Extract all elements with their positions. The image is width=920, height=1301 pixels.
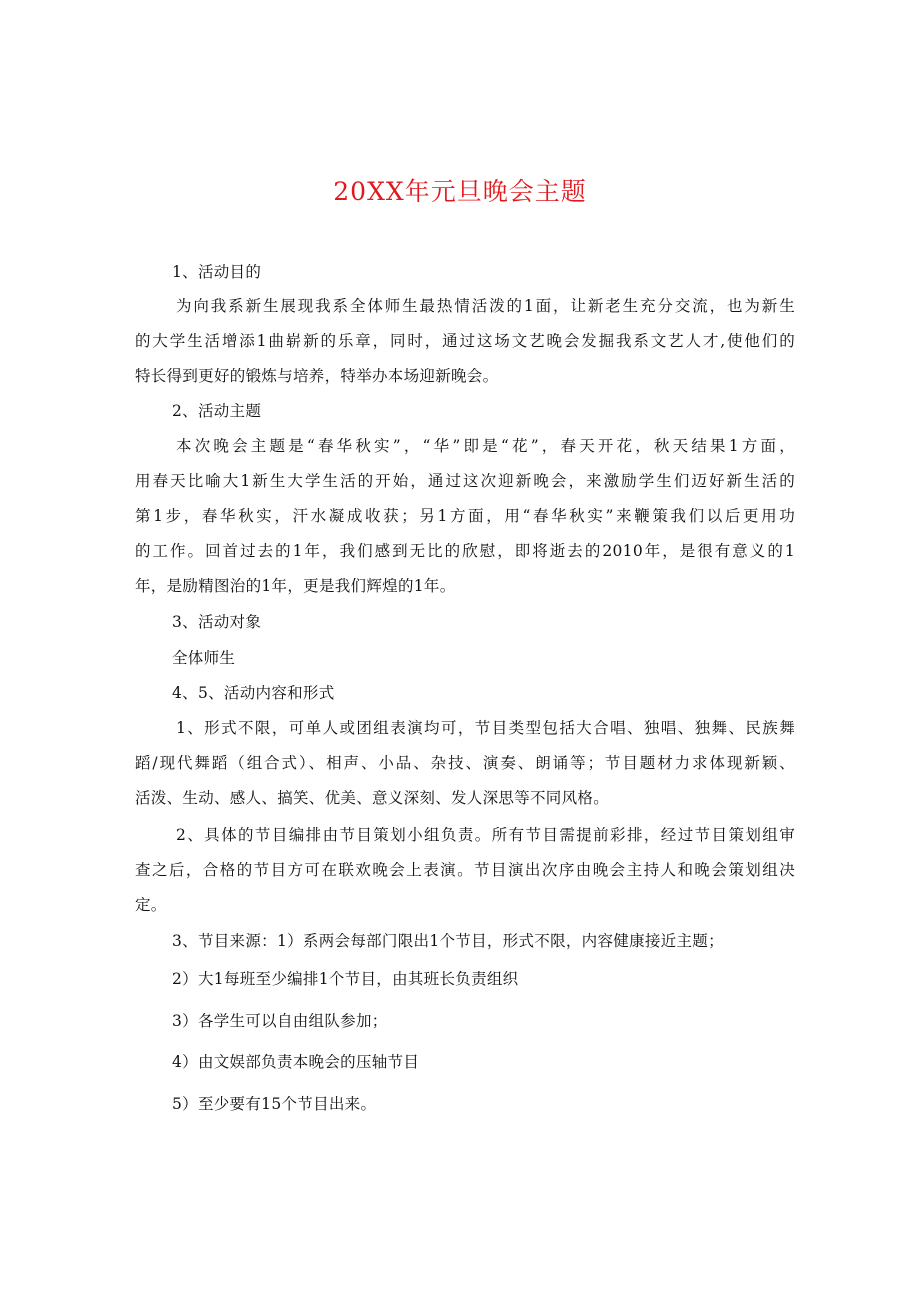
paragraph-line: 活泼、生动、感人、搞笑、优美、意义深刻、发人深思等不同风格。	[135, 789, 610, 807]
list-item: 3、节目来源：1）系两会每部门限出1个节目，形式不限，内容健康接近主题；	[172, 932, 724, 950]
section-heading: 1、活动目的	[172, 263, 262, 281]
paragraph-line: 的工作。回首过去的1年，我们感到无比的欣慰，即将逝去的2010年，是很有意义的1	[135, 542, 795, 560]
list-item: 5）至少要有15个节目出来。	[172, 1095, 377, 1113]
paragraph-line: 的大学生活增添1曲崭新的乐章，同时，通过这场文艺晚会发掘我系文艺人才,使他们的	[135, 332, 795, 350]
list-item: 3）各学生可以自由组队参加；	[172, 1012, 388, 1030]
paragraph-line: 年，是励精图治的1年，更是我们辉煌的1年。	[135, 577, 456, 595]
paragraph-line: 第1步，春华秋实，汗水凝成收获；另1方面，用“春华秋实”来鞭策我们以后更用功	[135, 507, 795, 525]
list-item: 2）大1每班至少编排1个节目，由其班长负责组织	[172, 970, 519, 988]
section-heading: 3、活动对象	[172, 613, 262, 631]
paragraph-line: 全体师生	[172, 649, 236, 667]
paragraph-line: 蹈/现代舞蹈（组合式）、相声、小品、杂技、演奏、朗诵等；节目题材力求体现新颖、	[135, 754, 795, 772]
list-item: 4）由文娱部负责本晚会的压轴节目	[172, 1053, 420, 1071]
paragraph-line: 定。	[135, 896, 167, 914]
paragraph-line: 用春天比喻大1新生大学生活的开始，通过这次迎新晚会，来激励学生们迈好新生活的	[135, 472, 795, 490]
section-heading: 2、活动主题	[172, 402, 262, 420]
paragraph-line: 特长得到更好的锻炼与培养，特举办本场迎新晚会。	[135, 367, 499, 385]
document-title: 20XX年元旦晚会主题	[333, 177, 587, 206]
paragraph-line: 1、形式不限，可单人或团组表演均可，节目类型包括大合唱、独唱、独舞、民族舞	[176, 719, 795, 737]
paragraph-line: 2、具体的节目编排由节目策划小组负责。所有节目需提前彩排，经过节目策划组审	[176, 826, 795, 844]
paragraph-line: 为向我系新生展现我系全体师生最热情活泼的1面，让新老生充分交流，也为新生	[176, 297, 795, 315]
paragraph-line: 查之后，合格的节目方可在联欢晚会上表演。节目演出次序由晚会主持人和晚会策划组决	[135, 861, 795, 879]
paragraph-line: 本次晚会主题是“春华秋实”，“华”即是“花”，春天开花，秋天结果1方面，	[176, 437, 795, 455]
section-heading: 4、5、活动内容和形式	[172, 684, 335, 702]
